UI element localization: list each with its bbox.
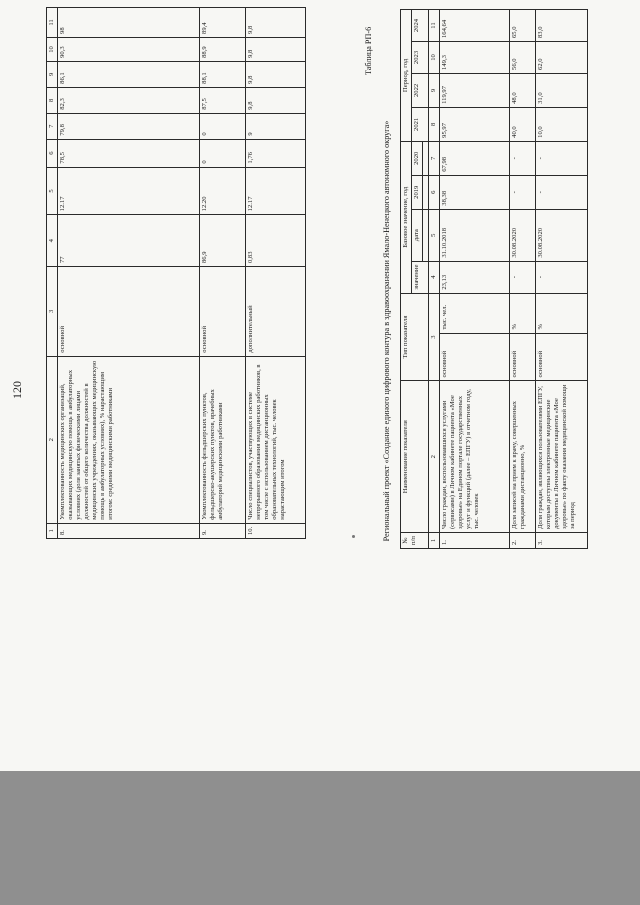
cell-value: 12.17 [246, 167, 306, 215]
header-type: Тип показателя [401, 293, 429, 381]
year-value: 38,38 [440, 175, 510, 209]
year-value: 10,0 [536, 107, 588, 141]
year-value: 48,0 [510, 73, 536, 107]
year-value: - [536, 141, 588, 175]
col-num: 6 [429, 175, 440, 209]
cell-value: 90,3 [58, 37, 200, 61]
year-value: 119,97 [440, 73, 510, 107]
header-year: 2021 [412, 107, 429, 141]
table-row [440, 10, 510, 549]
cell-value: 88,9 [200, 37, 246, 61]
col-num: 9 [429, 73, 440, 107]
page-number: 120 [10, 381, 24, 399]
year-value: 149,3 [440, 42, 510, 74]
cell-value: 82,3 [58, 87, 200, 113]
indicator-type: основной [200, 267, 246, 357]
cell-value: 9,8 [246, 87, 306, 113]
indicator-type: дополнительный [246, 267, 306, 357]
col-num: 6 [47, 139, 58, 167]
cell-value: 9,8 [246, 8, 306, 38]
indicator-name: Число специалистов, участвующих в системе непрерывного образования медицинских работников, в том числе с использованием дистанционных образовательных технологий, тыс. человек нарастающим итогом [246, 356, 306, 523]
cell-value: 9,8 [246, 61, 306, 87]
col-num: 3 [429, 293, 440, 381]
col-num: 1 [47, 523, 58, 538]
year-value: 95,97 [440, 107, 510, 141]
header-base: Базовое значение, год [401, 141, 412, 293]
row-number: 2. [510, 533, 536, 549]
header-year: 2020 [412, 141, 423, 175]
header-name: Наименование показателя [401, 381, 429, 533]
year-value: - [510, 175, 536, 209]
indicator-type: основной [510, 333, 536, 381]
indicator-type: основной [536, 333, 588, 381]
table-row [536, 10, 588, 549]
indicator-type: основной [58, 267, 200, 357]
row-number: 8. [58, 523, 200, 538]
col-num: 4 [429, 261, 440, 293]
header-year: 2023 [412, 42, 429, 74]
col-num: 3 [47, 267, 58, 357]
cell-value: 0 [200, 113, 246, 139]
year-value: 56,0 [510, 42, 536, 74]
col-num: 2 [47, 356, 58, 523]
cell-value: 9,8 [246, 37, 306, 61]
indicator-type: основной [440, 333, 510, 381]
base-date: 30.08.2020 [536, 209, 588, 261]
indicator-name: Укомплектованность медицинских организаций, оказывающих медицинскую помощь в амбулаторных условиях (доля занятых физическими лицами должностей от общего количества должностей в медицинских учреждениях, оказывающих медицинскую помощь в амбулаторных условиях), % нарастающим итогом: средними медицинскими работниками [58, 356, 200, 523]
cell-value: 0 [200, 139, 246, 167]
indicator-unit: % [536, 293, 588, 333]
col-num: 5 [429, 209, 440, 261]
col-num: 11 [429, 10, 440, 42]
header-period: Период, год [401, 10, 412, 142]
cell-value: 87,5 [200, 87, 246, 113]
regional-project-table [400, 9, 588, 549]
cell-value: 98 [58, 8, 200, 38]
table-row [246, 8, 306, 539]
header-year: 2024 [412, 10, 429, 42]
table-row [200, 8, 246, 539]
year-value: 164,64 [440, 10, 510, 42]
year-value: 67,98 [440, 141, 510, 175]
row-number: 9. [200, 523, 246, 538]
col-num: 10 [47, 37, 58, 61]
cell-value: 9 [246, 113, 306, 139]
year-value: 31,0 [536, 73, 588, 107]
header-row [401, 10, 412, 549]
header-value: значение [412, 261, 429, 293]
col-num: 8 [47, 87, 58, 113]
header-num: № п/п [401, 533, 429, 549]
cell-value: 77 [58, 215, 200, 267]
base-date: 31.10.2018 [440, 209, 510, 261]
year-value: 83,0 [536, 10, 588, 42]
header-year: 2019 [412, 175, 423, 209]
col-num: 2 [429, 381, 440, 533]
column-number-row [47, 8, 58, 539]
col-num: 5 [47, 167, 58, 215]
indicators-table-continued [46, 7, 306, 539]
row-number: 10. [246, 523, 306, 538]
cell-value: 12.20 [200, 167, 246, 215]
year-value: - [510, 141, 536, 175]
cell-value: 89,4 [200, 8, 246, 38]
year-value: 65,0 [510, 10, 536, 42]
cell-value: 86,1 [58, 61, 200, 87]
col-num: 10 [429, 42, 440, 74]
indicator-name: Укомплектованность фельдшерских пунктов, фельдшерско-акушерских пунктов, врачебных амбулаторий медицинскими работниками [200, 356, 246, 523]
cell-value: 79,8 [58, 113, 200, 139]
cell-value: 88,1 [200, 61, 246, 87]
cell-value: 78,5 [58, 139, 200, 167]
indicator-name: Доля записей на прием к врачу, совершенных гражданами дистанционно, % [510, 381, 536, 533]
col-num: 7 [47, 113, 58, 139]
cell-value: 1,76 [246, 139, 306, 167]
base-value: - [510, 261, 536, 293]
column-number-row [429, 10, 440, 549]
scan-dot [352, 535, 355, 538]
base-value: - [536, 261, 588, 293]
cell-value: 12.17 [58, 167, 200, 215]
indicator-unit: тыс. чел. [440, 293, 510, 333]
row-number: 1. [440, 533, 510, 549]
year-value: - [536, 175, 588, 209]
base-date: 30.08.2020 [510, 209, 536, 261]
year-value: 62,0 [536, 42, 588, 74]
table-row [58, 8, 200, 539]
table-title: Региональный проект «Создание единого цифрового контура в здравоохранении Ямало-Ненецкого автономного округа» [382, 120, 391, 542]
col-num: 4 [47, 215, 58, 267]
indicator-unit: % [510, 293, 536, 333]
cell-value: 86,9 [200, 215, 246, 267]
col-num: 7 [429, 141, 440, 175]
base-value: 23,13 [440, 261, 510, 293]
year-value: 40,0 [510, 107, 536, 141]
col-num: 8 [429, 107, 440, 141]
table-row [510, 10, 536, 549]
col-num: 1 [429, 533, 440, 549]
header-date: дата [412, 209, 423, 261]
header-year: 2022 [412, 73, 429, 107]
indicator-name: Доля граждан, являющихся пользователями ЕПГУ, которым доступны электронные медицинские документы в Личном кабинете пациента «Мое здоровье» по факту оказания медицинской помощи за период [536, 381, 588, 533]
table-label: Таблица РП-6 [364, 26, 373, 75]
col-num: 11 [47, 8, 58, 38]
indicator-name: Число граждан, воспользовавшихся услугами (сервисами) в Личном кабинете пациента «Мое здоровье» на Едином портале государственных услуг и функций (далее – ЕПГУ) в отчетном году, тыс. человек [440, 381, 510, 533]
cell-value: 0,83 [246, 215, 306, 267]
row-number: 3. [536, 533, 588, 549]
col-num: 9 [47, 61, 58, 87]
